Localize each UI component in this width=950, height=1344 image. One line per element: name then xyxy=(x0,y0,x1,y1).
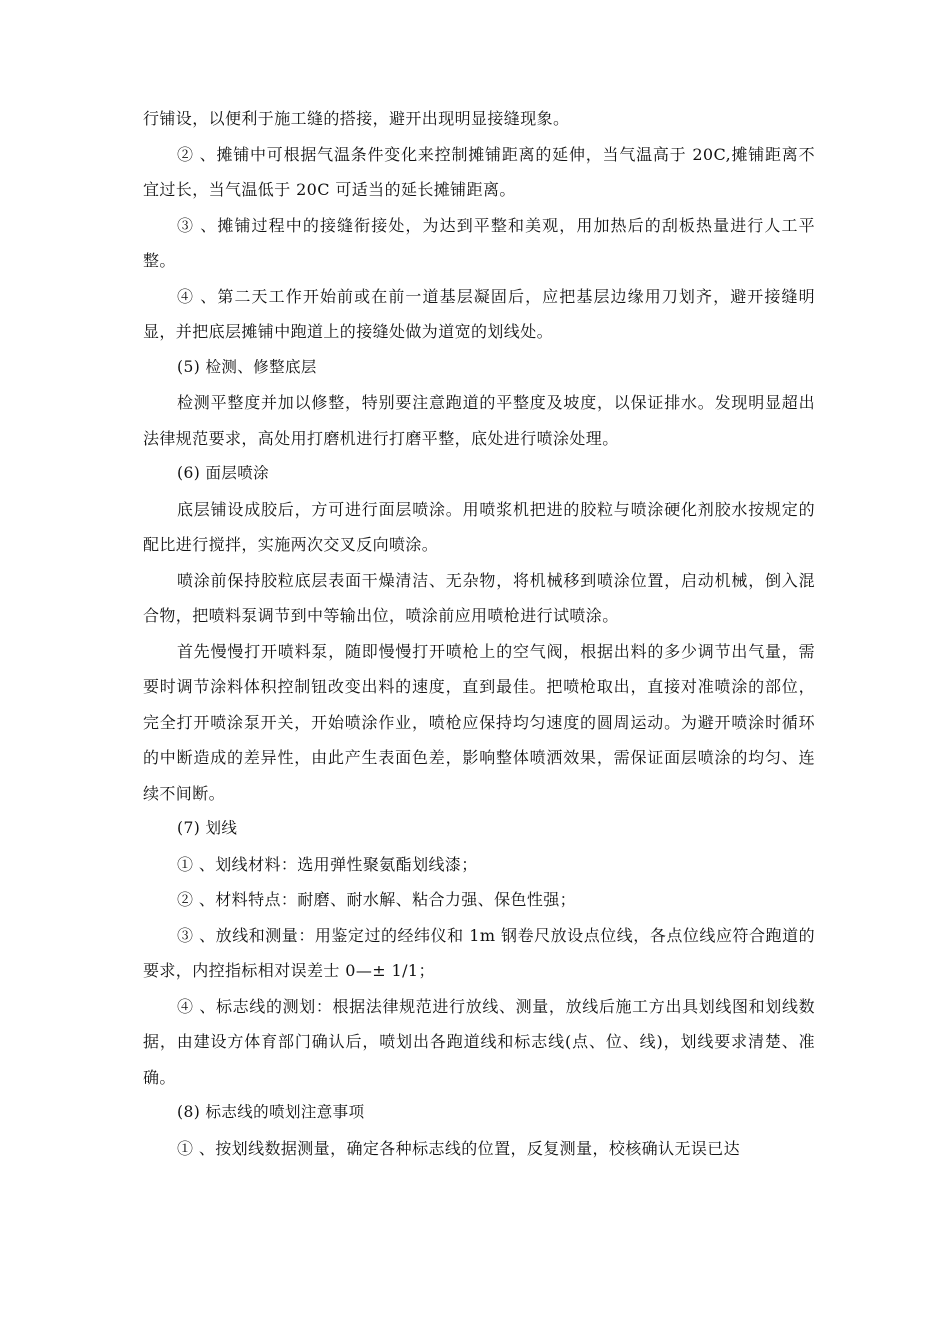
paragraph-flatness-check: 检测平整度并加以修整，特别要注意跑道的平整度及坡度，以保证排水。发现明显超出法律规范要求，高处用打磨机进行打磨平整，底处进行喷涂处理。 xyxy=(143,393,815,448)
paragraph-item-4-next-day: ④ 、第二天工作开始前或在前一道基层凝固后，应把基层边缘用刀划齐，避开接缝明显，并把底层摊铺中跑道上的接缝处做为道宽的划线处。 xyxy=(143,286,815,341)
section-heading-8: (8) 标志线的喷划注意事项 xyxy=(177,1103,365,1121)
section-heading-6: (6) 面层喷涂 xyxy=(177,464,270,482)
paragraph-marking-survey: ④ 、标志线的测划：根据法律规范进行放线、测量，放线后施工方出具划线图和划线数据，由建设方体育部门确认后，喷划出各跑道线和标志线(点、位、线)，划线要求清楚、准确。 xyxy=(143,996,815,1087)
paragraph-item-2-paving-distance: ② 、摊铺中可根据气温条件变化来控制摊铺距离的延伸，当气温高于 20C,摊铺距离不宜过长，当气温低于 20C 可适当的延长摊铺距离。 xyxy=(143,144,815,199)
paragraph-marking-notes-1: ① 、按划线数据测量，确定各种标志线的位置，反复测量，校核确认无误已达 xyxy=(177,1138,741,1158)
paragraph-surface-spray: 底层铺设成胶后，方可进行面层喷涂。用喷浆机把进的胶粒与喷涂硬化剂胶水按规定的配比进行搅拌，实施两次交叉反向喷涂。 xyxy=(143,499,815,554)
paragraph-material-features: ② 、材料特点：耐磨、耐水解、粘合力强、保色性强； xyxy=(177,890,577,909)
paragraph-item-3-seam-joint: ③ 、摊铺过程中的接缝衔接处，为达到平整和美观，用加热后的刮板热量进行人工平整。 xyxy=(143,215,815,270)
paragraph-line-material: ① 、划线材料：选用弹性聚氨酯划线漆； xyxy=(177,854,478,874)
section-heading-7: (7) 划线 xyxy=(177,819,238,837)
document-body xyxy=(143,101,815,1166)
paragraph-spray-prep: 喷涂前保持胶粒底层表面干燥清洁、无杂物，将机械移到喷涂位置，启动机械，倒入混合物，把喷料泵调节到中等输出位，喷涂前应用喷枪进行试喷涂。 xyxy=(143,570,815,625)
paragraph-continuation: 行铺设，以便利于施工缝的搭接，避开出现明显接缝现象。 xyxy=(143,109,570,128)
paragraph-setting-out: ③ 、放线和测量：用鉴定过的经纬仪和 1m 钢卷尺放设点位线，各点位线应符合跑道的要求，内控指标相对误差士 0—± 1/1； xyxy=(143,925,815,980)
section-heading-5: (5) 检测、修整底层 xyxy=(177,357,317,376)
paragraph-spray-procedure: 首先慢慢打开喷料泵，随即慢慢打开喷枪上的空气阀，根据出料的多少调节出气量，需要时调节涂料体积控制钮改变出料的速度，直到最佳。把喷枪取出，直接对准喷涂的部位，完全打开喷涂泵开关，开始喷涂作业，喷枪应保持均匀速度的圆周运动。为避开喷涂时循环的中断造成的差异性，由此产生表面色差，影响整体喷洒效果，需保证面层喷涂的均匀、连续不间断。 xyxy=(143,641,815,803)
